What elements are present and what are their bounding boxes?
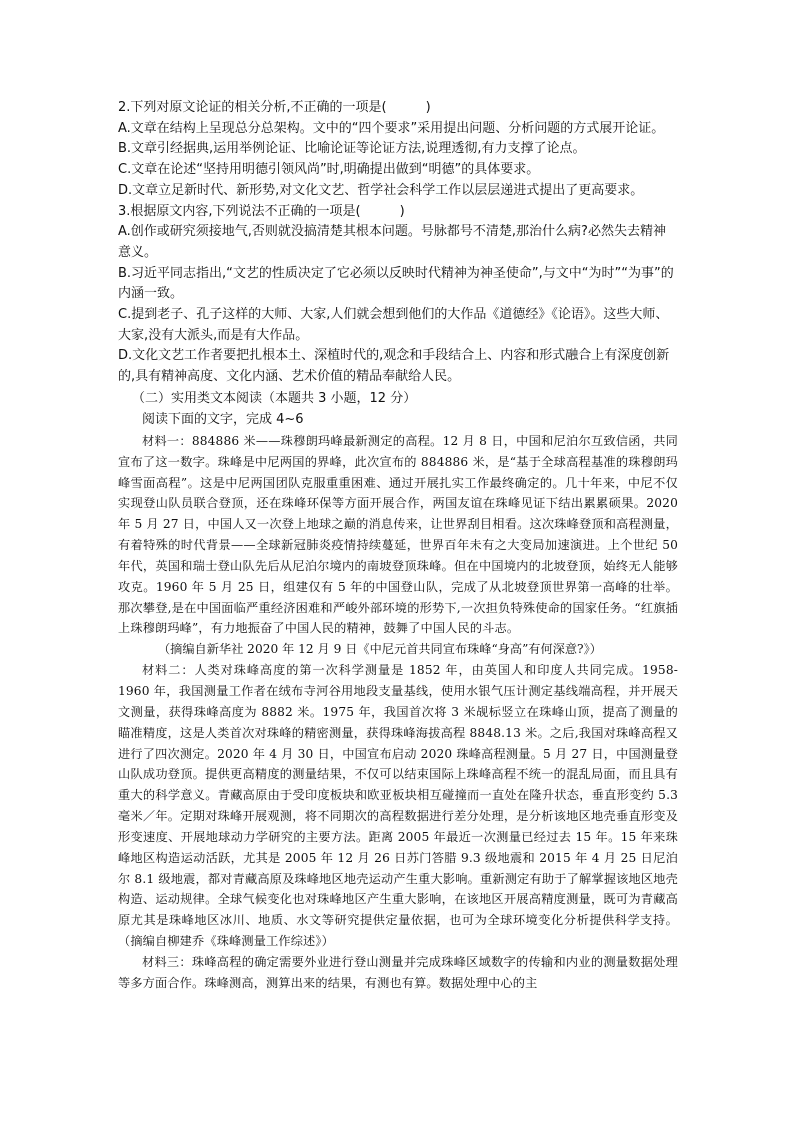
exam-page (118, 98, 678, 994)
question-2-stem: 2.下列对原文论证的相关分析,不正确的一项是( ) (118, 100, 431, 115)
material-2-text: 材料二：人类对珠峰高度的第一次科学测量是 1852 年，由英国人和印度人共同完成。1958-1960 年，我国测量工作者在绒布寺河谷用地段支量基线，使用水银气压计测定基线端高程，并开展天文测量，获得珠峰高度为 8882 米。1975 年，我国首次将 3 米觇标竖立在珠峰山顶，提高了测量的瞄准精度，这是人类首次对珠峰的精密测量，获得珠峰海拔高程 8848.13 米。之后,我国对珠峰高程又进行了四次测定。2020 年 4 月 30 日，中国宣布启动 2020 珠峰高程测量。5 月 27 日，中国测量登山队成功登顶。提供更高精度的测量结果，不仅可以结束国际上珠峰高程不统一的混乱局面，而且具有重大的科学意义。青藏高原由于受印度板块和欧亚板块相互碰撞而一直处在隆升状态，垂直形变约 5.3 毫米／年。定期对珠峰开展观测，将不同期次的高程数据进行差分处理，是分析该地区地壳垂直形变及形变速度、开展地球动力学研究的主要方法。距离 2005 年最近一次测量已经过去 15 年。15 年来珠峰地区构造运动活跃，尤其是 2005 年 12 月 26 日苏门答腊 9.3 级地震和 2015 年 4 月 25 日尼泊尔 8.1 级地震，都对青藏高原及珠峰地区地壳运动产生重大影响。重新测定有助于了解掌握该地区地壳构造、运动规律。全球气候变化也对珠峰地区产生重大影响，在该地区开展高精度测量，既可为青藏高原尤其是珠峰地区冰川、地质、水文等研究提供定量依据，也可为全球环境变化分析提供科学支持。（摘编自柳建乔《珠峰测量工作综述》） (118, 663, 678, 949)
question-2-option-b: B.文章引经据典,运用举例论证、比喻论证等论证方法,说理透彻,有力支撑了论点。 (118, 141, 586, 157)
question-3-option-c: C.提到老子、孔子这样的大师、大家,人们就会想到他们的大作品《道德经》《论语》。这些大师、大家,没有大派头,而是有大作品。 (118, 307, 669, 343)
question-2-option-a: A.文章在结构上呈现总分总架构。文中的“四个要求”采用提出问题、分析问题的方式展开论证。 (118, 120, 665, 136)
section-title: （二）实用类文本阅读（本题共 3 小题，12 分） (132, 390, 417, 406)
material-3-text: 材料三：珠峰高程的确定需要外业进行登山测量并完成珠峰区域数字的传输和内业的测量数据处理等多方面合作。珠峰测高，测算出来的结果，有测也有算。数据处理中心的主 (118, 954, 678, 990)
material-1-source: （摘编自新华社 2020 年 12 月 9 日《中尼元首共同宣布珠峰“身高”有何深意?》） (158, 642, 602, 657)
question-2-option-d: D.文章立足新时代、新形势,对文化文艺、哲学社会科学工作以层层递进式提出了更高要求。 (118, 182, 644, 198)
material-1-text: 材料一：884886 米——珠穆朗玛峰最新测定的高程。12 月 8 日，中国和尼泊尔互致信函，共同宣布了这一数字。珠峰是中尼两国的界峰，此次宣布的 884886 米，是“基于全球高程基准的珠穆朗玛峰雪面高程”。这是中尼两国团队克服重重困难、通过开展扎实工作最终确定的。几十年来，中尼不仅实现登山队员联合登顶，还在珠峰环保等方面开展合作，两国友谊在珠峰见证下结出累累硕果。2020 年 5 月 27 日，中国人又一次登上地球之巅的消息传来，让世界刮目相看。这次珠峰登顶和高程测量，有着特殊的时代背景——全球新冠肺炎疫情持续蔓延，世界百年未有之大变局加速演进。上个世纪 50 年代，英国和瑞士登山队先后从尼泊尔境内的南坡登顶珠峰。但在中国境内的北坡登顶，始终无人能够攻克。1960 年 5 月 25 日，组建仅有 5 年的中国登山队，完成了从北坡登顶世界第一高峰的壮举。那次攀登,是在中国面临严重经济困难和严峻外部环境的形势下,一次担负特殊使命的国家任务。“红旗插上珠穆朗玛峰”，有力地振奋了中国人民的精神，鼓舞了中国人民的斗志。 (118, 433, 678, 636)
question-3-option-d: D.文化文艺工作者要把扎根本土、深植时代的,观念和手段结合上、内容和形式融合上有深度创新的,具有精神高度、文化内涵、艺术价值的精品奉献给人民。 (118, 348, 670, 385)
question-3-stem: 3.根据原文内容,下列说法不正确的一项是( ) (118, 203, 405, 219)
section-instruction: 阅读下面的文字，完成 4~6 (142, 411, 304, 427)
question-3-option-a: A.创作或研究须接地气,否则就没搞清楚其根本问题。号脉都号不清楚,那治什么病?必然失去精神意义。 (118, 224, 666, 260)
question-2-option-c: C.文章在论述“坚持用明德引领风尚”时,明确提出做到“明德”的具体要求。 (118, 162, 540, 178)
question-2 (118, 98, 678, 202)
question-3 (118, 202, 678, 388)
question-3-option-b: B.习近平同志指出,“文艺的性质决定了它必须以反映时代精神为神圣使命”,与文中“为时”“为事”的内涵一致。 (118, 265, 674, 302)
